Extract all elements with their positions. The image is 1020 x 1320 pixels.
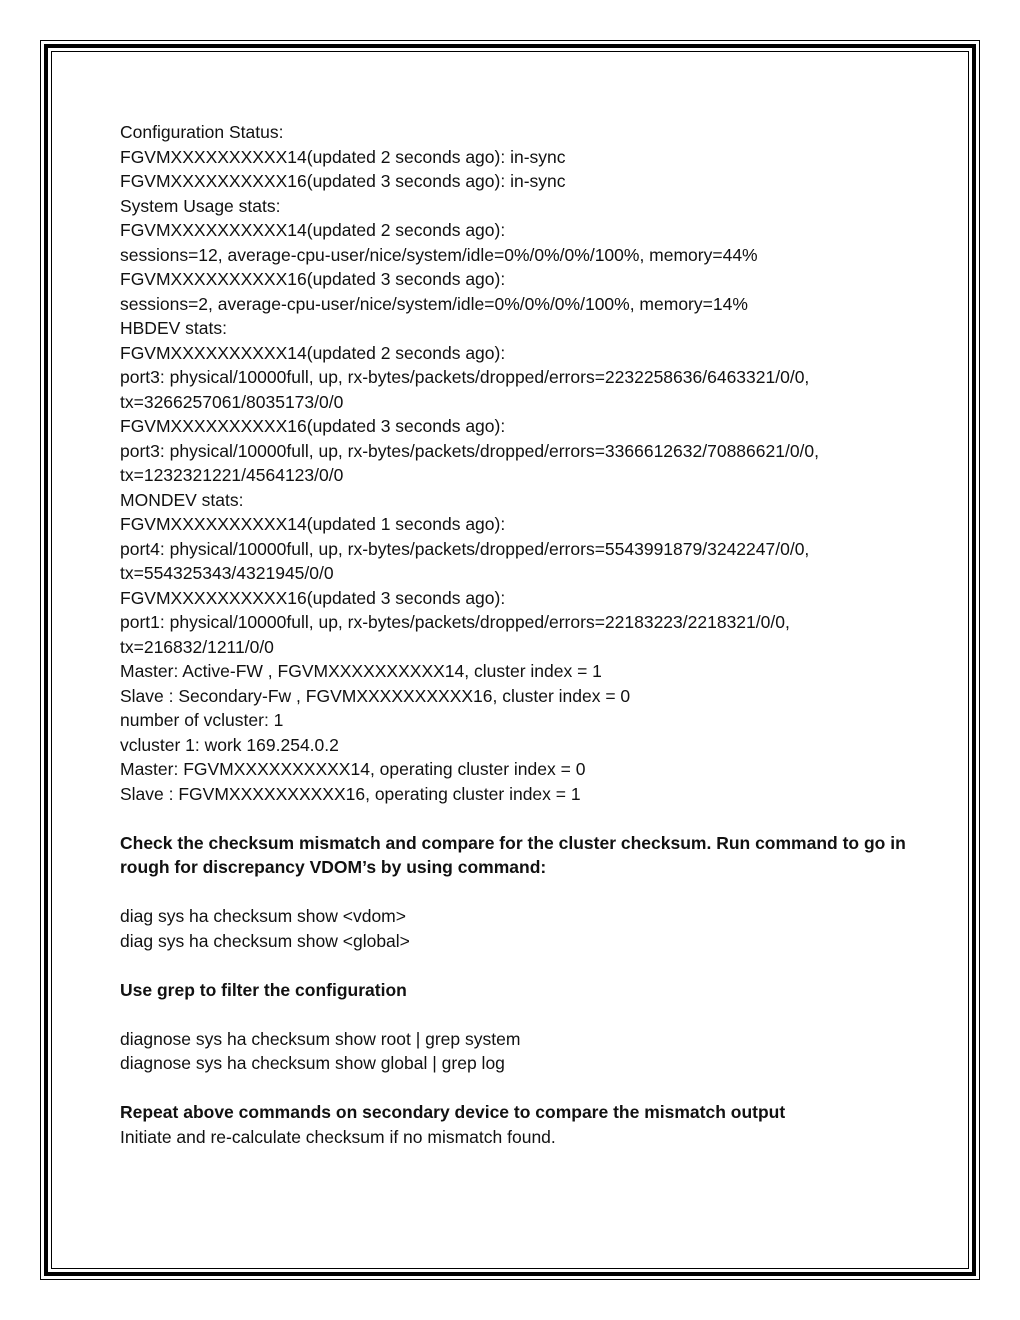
spacer bbox=[120, 1002, 910, 1027]
document-body bbox=[120, 120, 910, 1149]
status-line: number of vcluster: 1 bbox=[120, 710, 284, 730]
status-line: port3: physical/10000full, up, rx-bytes/packets/dropped/errors=3366612632/70886621/0/0, bbox=[120, 440, 820, 461]
status-line: Master: FGVMXXXXXXXXXX14, operating cluster index = 0 bbox=[120, 759, 586, 779]
spacer bbox=[120, 880, 910, 905]
status-line: FGVMXXXXXXXXXX14(updated 1 seconds ago): bbox=[120, 514, 506, 534]
status-line: port1: physical/10000full, up, rx-bytes/packets/dropped/errors=22183223/2218321/0/0, bbox=[120, 612, 790, 632]
status-line: tx=554325343/4321945/0/0 bbox=[120, 563, 334, 583]
status-line: FGVMXXXXXXXXXX16(updated 3 seconds ago): in-sync bbox=[120, 171, 566, 191]
status-line: FGVMXXXXXXXXXX16(updated 3 seconds ago): bbox=[120, 587, 506, 608]
status-line: FGVMXXXXXXXXXX14(updated 2 seconds ago): bbox=[120, 342, 506, 363]
status-line: FGVMXXXXXXXXXX16(updated 3 seconds ago): bbox=[120, 269, 506, 289]
status-line: FGVMXXXXXXXXXX14(updated 2 seconds ago): bbox=[120, 220, 506, 240]
command-line: diag sys ha checksum show <global> bbox=[120, 930, 410, 951]
status-line: Slave : FGVMXXXXXXXXXX16, operating cluster index = 1 bbox=[120, 783, 581, 804]
status-line: FGVMXXXXXXXXXX14(updated 2 seconds ago): in-sync bbox=[120, 146, 566, 167]
status-line: FGVMXXXXXXXXXX16(updated 3 seconds ago): bbox=[120, 416, 506, 436]
status-line: tx=216832/1211/0/0 bbox=[120, 636, 274, 657]
status-line: HBDEV stats: bbox=[120, 318, 227, 338]
checksum-heading: Check the checksum mismatch and compare for the cluster checksum. Run command to go in rough for discrepancy VDOM’s by using command: bbox=[120, 832, 906, 877]
spacer bbox=[120, 1076, 910, 1101]
status-line: tx=3266257061/8035173/0/0 bbox=[120, 391, 344, 412]
command-line: diagnose sys ha checksum show global | grep log bbox=[120, 1053, 505, 1073]
repeat-note: Initiate and re-calculate checksum if no mismatch found. bbox=[120, 1126, 556, 1147]
status-line: port4: physical/10000full, up, rx-bytes/packets/dropped/errors=5543991879/3242247/0/0, bbox=[120, 538, 810, 559]
status-line: MONDEV stats: bbox=[120, 489, 244, 510]
status-line: port3: physical/10000full, up, rx-bytes/packets/dropped/errors=2232258636/6463321/0/0, bbox=[120, 367, 810, 387]
status-line: Slave : Secondary-Fw , FGVMXXXXXXXXXX16, cluster index = 0 bbox=[120, 685, 631, 706]
status-line: tx=1232321221/4564123/0/0 bbox=[120, 465, 344, 485]
spacer bbox=[120, 953, 910, 978]
spacer bbox=[120, 806, 910, 831]
status-line: System Usage stats: bbox=[120, 195, 281, 216]
command-line: diag sys ha checksum show <vdom> bbox=[120, 906, 406, 926]
grep-heading: Use grep to filter the configuration bbox=[120, 979, 407, 1000]
status-line: Master: Active-FW , FGVMXXXXXXXXXX14, cluster index = 1 bbox=[120, 661, 602, 681]
command-line: diagnose sys ha checksum show root | grep system bbox=[120, 1028, 521, 1049]
status-line: sessions=12, average-cpu-user/nice/system/idle=0%/0%/0%/100%, memory=44% bbox=[120, 244, 758, 265]
status-line: vcluster 1: work 169.254.0.2 bbox=[120, 734, 339, 755]
status-line: Configuration Status: bbox=[120, 122, 284, 142]
status-line: sessions=2, average-cpu-user/nice/system/idle=0%/0%/0%/100%, memory=14% bbox=[120, 293, 748, 314]
cluster-status-output bbox=[120, 120, 910, 806]
repeat-heading: Repeat above commands on secondary device to compare the mismatch output bbox=[120, 1102, 786, 1122]
